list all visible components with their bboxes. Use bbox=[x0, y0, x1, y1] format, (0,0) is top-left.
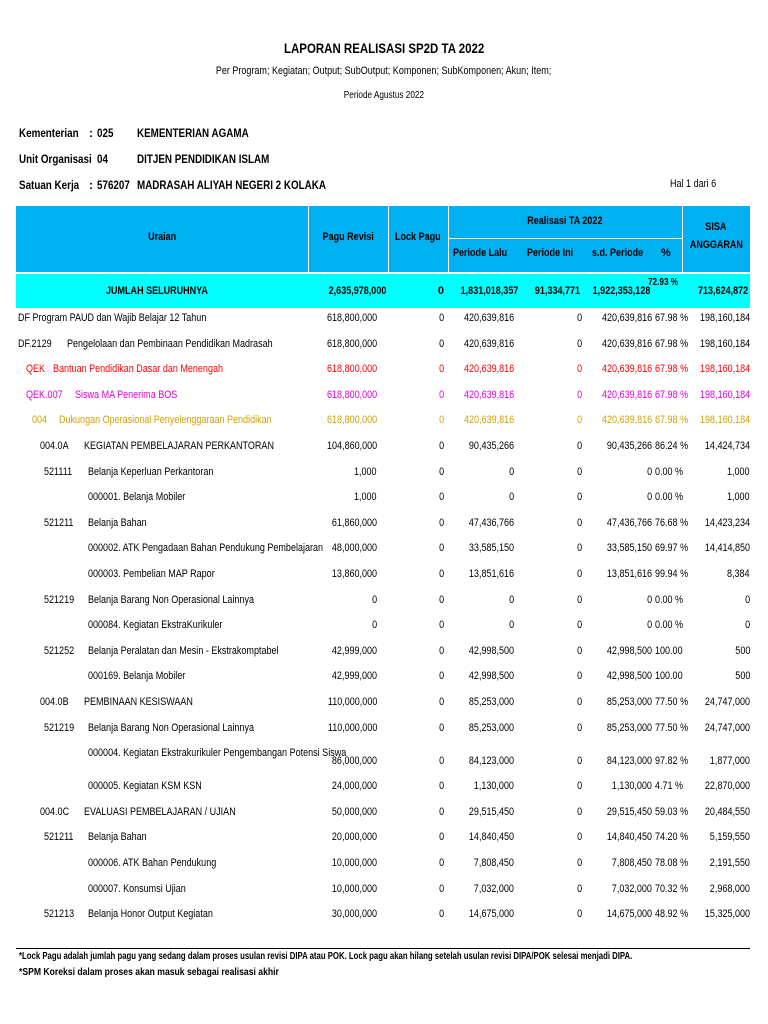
row-label: 000006. ATK Bahan Pendukung bbox=[88, 857, 217, 869]
row-pagu: 86,000,000 bbox=[331, 755, 377, 768]
row-label: 000084. Kegiatan EkstraKurikuler bbox=[88, 619, 223, 632]
row-pagu: 0 bbox=[371, 619, 377, 632]
table-row bbox=[0, 542, 768, 562]
row-sisa: 198,160,184 bbox=[699, 337, 750, 350]
row-periode-lalu: 84,123,000 bbox=[468, 755, 514, 768]
row-lock: 0 bbox=[438, 644, 444, 657]
row-code: 004 bbox=[32, 414, 48, 427]
row-sd-periode: 7,808,450 bbox=[611, 857, 652, 869]
total-label: JUMLAH SELURUHNYA bbox=[106, 285, 208, 297]
row-periode-ini: 0 bbox=[576, 337, 582, 350]
row-pagu: 20,000,000 bbox=[331, 831, 377, 844]
row-label: 000007. Konsumsi Ujian bbox=[88, 882, 186, 895]
row-lock: 0 bbox=[438, 491, 444, 504]
row-periode-ini: 0 bbox=[576, 780, 582, 793]
row-lock: 0 bbox=[438, 593, 444, 606]
row-sisa: 1,000 bbox=[727, 465, 750, 478]
total-sisa: 713,624,872 bbox=[697, 285, 748, 297]
header-lock: Lock Pagu bbox=[395, 231, 441, 243]
table-header bbox=[16, 206, 750, 272]
header-pagu: Pagu Revisi bbox=[322, 231, 374, 243]
row-label: Pengelolaan dan Pembinaan Pendidikan Madrasah bbox=[67, 337, 273, 350]
header-sisa: SISA bbox=[705, 221, 727, 233]
row-label: Belanja Bahan bbox=[87, 831, 147, 844]
row-periode-ini: 0 bbox=[576, 363, 582, 376]
row-pagu: 1,000 bbox=[354, 465, 377, 478]
row-periode-lalu: 420,639,816 bbox=[463, 363, 514, 376]
row-lock: 0 bbox=[438, 337, 444, 350]
row-periode-ini: 0 bbox=[576, 414, 582, 427]
row-pct: 0.00 % bbox=[655, 593, 684, 606]
table-row bbox=[0, 517, 768, 537]
row-sisa: 0 bbox=[744, 593, 750, 606]
row-pct: 100.00 bbox=[655, 644, 683, 657]
row-pct: 67.98 % bbox=[655, 363, 689, 376]
meta-label: Satuan Kerja bbox=[19, 178, 80, 192]
row-sd-periode: 0 bbox=[646, 491, 652, 504]
row-sd-periode: 1,130,000 bbox=[611, 780, 652, 793]
table-row bbox=[0, 883, 768, 903]
report-period: Periode Agustus 2022 bbox=[343, 90, 425, 101]
row-code: 521211 bbox=[44, 516, 74, 529]
row-periode-ini: 0 bbox=[576, 440, 582, 452]
meta-sep: : bbox=[89, 178, 93, 192]
row-periode-lalu: 85,253,000 bbox=[468, 696, 514, 708]
row-label: Belanja Honor Output Kegiatan bbox=[87, 908, 213, 921]
row-code: DF Program PAUD dan Wajib Belajar 12 Tahun bbox=[18, 312, 207, 324]
table-row bbox=[0, 670, 768, 690]
row-pct: 100.00 bbox=[655, 670, 683, 683]
row-pagu: 618,800,000 bbox=[326, 414, 377, 427]
row-label: 000001. Belanja Mobiler bbox=[88, 491, 186, 504]
header-periode-lalu: Periode Lalu bbox=[453, 247, 508, 259]
row-periode-lalu: 90,435,266 bbox=[468, 440, 514, 452]
row-code: 004.0A bbox=[40, 440, 69, 452]
table-row bbox=[0, 338, 768, 358]
meta-label: Unit Organisasi bbox=[19, 152, 92, 166]
row-label: Siswa MA Penerima BOS bbox=[75, 388, 178, 401]
row-sd-periode: 0 bbox=[646, 465, 652, 478]
row-sisa: 14,414,850 bbox=[704, 542, 750, 555]
row-sisa: 2,191,550 bbox=[709, 857, 750, 869]
total-sd: 1,922,353,128 bbox=[592, 285, 651, 297]
row-sisa: 198,160,184 bbox=[699, 388, 750, 401]
row-periode-lalu: 14,675,000 bbox=[468, 908, 514, 921]
table-row bbox=[0, 312, 768, 332]
row-sd-periode: 0 bbox=[646, 619, 652, 632]
row-periode-lalu: 0 bbox=[508, 465, 514, 478]
table-row bbox=[0, 466, 768, 486]
row-periode-lalu: 420,639,816 bbox=[463, 337, 514, 350]
row-label: Belanja Keperluan Perkantoran bbox=[87, 465, 213, 478]
header-sd-periode: s.d. Periode bbox=[592, 247, 644, 259]
row-pct: 59.03 % bbox=[655, 805, 689, 818]
row-periode-ini: 0 bbox=[576, 755, 582, 768]
row-lock: 0 bbox=[438, 857, 444, 869]
row-sd-periode: 33,585,150 bbox=[606, 542, 652, 555]
row-pagu: 110,000,000 bbox=[327, 721, 377, 734]
row-code: 004.0B bbox=[40, 696, 69, 708]
table-row bbox=[0, 619, 768, 639]
row-pct: 99.94 % bbox=[655, 568, 689, 580]
row-periode-lalu: 0 bbox=[508, 491, 514, 504]
row-sd-periode: 420,639,816 bbox=[601, 388, 652, 401]
row-label: 000004. Kegiatan Ekstrakurikuler Pengembangan Potensi Siswa bbox=[88, 747, 347, 760]
row-pct: 48.92 % bbox=[655, 908, 689, 921]
table-row bbox=[0, 594, 768, 614]
meta-code: 576207 bbox=[97, 178, 130, 192]
row-label: 000169. Belanja Mobiler bbox=[88, 670, 186, 683]
row-periode-lalu: 85,253,000 bbox=[468, 721, 514, 734]
row-code: 004.0C bbox=[40, 805, 70, 818]
row-lock: 0 bbox=[438, 908, 444, 921]
row-lock: 0 bbox=[438, 542, 444, 555]
row-label: Dukungan Operasional Penyelenggaraan Pendidikan bbox=[58, 414, 272, 427]
row-sisa: 500 bbox=[734, 670, 750, 683]
row-periode-ini: 0 bbox=[576, 644, 582, 657]
row-sisa: 14,424,734 bbox=[704, 440, 750, 452]
row-pagu: 50,000,000 bbox=[331, 805, 377, 818]
row-pagu: 110,000,000 bbox=[327, 696, 377, 708]
total-pagu: 2,635,978,000 bbox=[328, 285, 386, 297]
row-code: 521219 bbox=[44, 721, 75, 734]
meta-sep: : bbox=[89, 126, 93, 140]
header-pct: % bbox=[661, 247, 671, 259]
row-label: 000002. ATK Pengadaan Bahan Pendukung Pembelajaran bbox=[88, 542, 324, 555]
row-pct: 4.71 % bbox=[655, 780, 684, 793]
meta-code: 025 bbox=[97, 126, 114, 140]
row-periode-lalu: 7,808,450 bbox=[473, 857, 514, 869]
page-number: Hal 1 dari 6 bbox=[669, 178, 716, 190]
row-sisa: 1,000 bbox=[727, 491, 750, 504]
row-code: 521213 bbox=[44, 908, 75, 921]
row-sisa: 20,484,550 bbox=[704, 805, 750, 818]
row-sisa: 15,325,000 bbox=[704, 908, 750, 921]
row-code: QEK bbox=[26, 363, 46, 376]
row-code: 521219 bbox=[44, 593, 75, 606]
row-sd-periode: 14,675,000 bbox=[606, 908, 652, 921]
total-lock: 0 bbox=[437, 285, 444, 297]
meta-value: DITJEN PENDIDIKAN ISLAM bbox=[137, 152, 270, 166]
row-pct: 97.82 % bbox=[655, 755, 689, 768]
row-pagu: 24,000,000 bbox=[331, 780, 377, 793]
row-pagu: 618,800,000 bbox=[326, 388, 377, 401]
row-sisa: 24,747,000 bbox=[704, 721, 750, 734]
row-lock: 0 bbox=[438, 882, 444, 895]
row-lock: 0 bbox=[438, 619, 444, 632]
row-lock: 0 bbox=[438, 363, 444, 376]
row-pct: 67.98 % bbox=[655, 414, 689, 427]
row-sd-periode: 29,515,450 bbox=[606, 805, 652, 818]
row-periode-ini: 0 bbox=[576, 312, 582, 324]
row-periode-lalu: 1,130,000 bbox=[473, 780, 514, 793]
row-lock: 0 bbox=[438, 755, 444, 768]
row-periode-lalu: 13,851,616 bbox=[468, 568, 514, 580]
row-sd-periode: 85,253,000 bbox=[606, 696, 652, 708]
row-label: Belanja Bahan bbox=[87, 516, 147, 529]
total-pct: 72.93 % bbox=[648, 277, 679, 288]
row-pagu: 104,860,000 bbox=[326, 440, 377, 452]
row-sisa: 500 bbox=[734, 644, 750, 657]
row-lock: 0 bbox=[438, 465, 444, 478]
meta-label: Kementerian bbox=[19, 126, 79, 140]
meta-value: KEMENTERIAN AGAMA bbox=[137, 126, 249, 140]
row-pct: 74.20 % bbox=[655, 831, 689, 844]
row-sd-periode: 84,123,000 bbox=[606, 755, 652, 768]
row-pagu: 618,800,000 bbox=[326, 337, 377, 350]
row-sisa: 24,747,000 bbox=[704, 696, 750, 708]
row-code: 521252 bbox=[44, 644, 75, 657]
row-code: 521111 bbox=[44, 465, 73, 478]
report-subtitle: Per Program; Kegiatan; Output; SubOutput; Komponen; SubKomponen; Akun; Item; bbox=[216, 65, 552, 77]
table-row bbox=[0, 414, 768, 434]
row-code: DF.2129 bbox=[18, 337, 52, 350]
row-pagu: 13,860,000 bbox=[331, 568, 377, 580]
row-periode-ini: 0 bbox=[576, 670, 582, 683]
row-periode-ini: 0 bbox=[576, 516, 582, 529]
row-periode-ini: 0 bbox=[576, 696, 582, 708]
row-lock: 0 bbox=[438, 780, 444, 793]
row-periode-lalu: 42,998,500 bbox=[468, 670, 514, 683]
header-anggaran: ANGGARAN bbox=[689, 239, 743, 251]
row-periode-ini: 0 bbox=[576, 619, 582, 632]
table-row bbox=[0, 908, 768, 928]
table-row bbox=[0, 440, 768, 460]
footer-divider bbox=[16, 948, 750, 949]
meta-code: 04 bbox=[97, 152, 108, 166]
row-periode-lalu: 420,639,816 bbox=[463, 312, 514, 324]
row-periode-lalu: 7,032,000 bbox=[473, 882, 514, 895]
row-lock: 0 bbox=[438, 440, 444, 452]
row-label: KEGIATAN PEMBELAJARAN PERKANTORAN bbox=[83, 440, 274, 452]
table-row bbox=[0, 568, 768, 588]
row-label: 000005. Kegiatan KSM KSN bbox=[88, 780, 202, 793]
row-periode-ini: 0 bbox=[576, 465, 582, 478]
row-pct: 0.00 % bbox=[655, 491, 684, 504]
row-periode-ini: 0 bbox=[576, 908, 582, 921]
row-label: Belanja Barang Non Operasional Lainnya bbox=[87, 593, 254, 606]
row-pagu: 48,000,000 bbox=[331, 542, 377, 555]
row-pagu: 42,999,000 bbox=[331, 644, 377, 657]
table-row bbox=[0, 747, 768, 767]
row-sd-periode: 7,032,000 bbox=[611, 882, 652, 895]
table-row bbox=[0, 722, 768, 742]
row-pagu: 30,000,000 bbox=[331, 908, 377, 921]
footnote-spm-koreksi: *SPM Koreksi dalam proses akan masuk sebagai realisasi akhir bbox=[19, 966, 279, 978]
footnote-lock-pagu: *Lock Pagu adalah jumlah pagu yang sedang dalam proses usulan revisi DIPA atau POK. Lock pagu akan hilang setelah usulan revisi DIPA/POK selesai menjadi DIPA. bbox=[19, 950, 633, 962]
row-pct: 0.00 % bbox=[655, 619, 684, 632]
row-sd-periode: 420,639,816 bbox=[601, 337, 652, 350]
table-row bbox=[0, 491, 768, 511]
row-sd-periode: 420,639,816 bbox=[601, 363, 652, 376]
row-pct: 0.00 % bbox=[655, 465, 684, 478]
row-periode-ini: 0 bbox=[576, 568, 582, 580]
row-sd-periode: 90,435,266 bbox=[606, 440, 652, 452]
row-pagu: 61,860,000 bbox=[331, 516, 377, 529]
row-periode-ini: 0 bbox=[576, 388, 582, 401]
row-periode-ini: 0 bbox=[576, 857, 582, 869]
row-sd-periode: 42,998,500 bbox=[606, 670, 652, 683]
row-pct: 77.50 % bbox=[655, 696, 689, 708]
total-lalu: 1,831,018,357 bbox=[460, 285, 519, 297]
row-pct: 69.97 % bbox=[655, 542, 689, 555]
row-periode-lalu: 42,998,500 bbox=[468, 644, 514, 657]
header-periode-ini: Periode Ini bbox=[527, 247, 574, 259]
row-pagu: 618,800,000 bbox=[326, 363, 377, 376]
row-label: EVALUASI PEMBELAJARAN / UJIAN bbox=[83, 805, 236, 818]
row-periode-ini: 0 bbox=[576, 831, 582, 844]
row-sd-periode: 85,253,000 bbox=[606, 721, 652, 734]
row-pagu: 10,000,000 bbox=[331, 882, 377, 895]
table-row bbox=[0, 696, 768, 716]
row-periode-ini: 0 bbox=[576, 593, 582, 606]
row-label: Bantuan Pendidikan Dasar dan Menengah bbox=[52, 363, 223, 376]
row-label: 000003. Pembelian MAP Rapor bbox=[88, 568, 215, 580]
row-lock: 0 bbox=[438, 721, 444, 734]
row-pagu: 618,800,000 bbox=[326, 312, 377, 324]
row-sd-periode: 420,639,816 bbox=[601, 414, 652, 427]
row-periode-lalu: 29,515,450 bbox=[468, 805, 514, 818]
row-sisa: 198,160,184 bbox=[699, 414, 750, 427]
row-lock: 0 bbox=[438, 312, 444, 324]
row-lock: 0 bbox=[438, 696, 444, 708]
row-periode-lalu: 0 bbox=[508, 593, 514, 606]
row-label: Belanja Peralatan dan Mesin - Ekstrakomptabel bbox=[87, 644, 279, 657]
row-pct: 67.98 % bbox=[655, 312, 689, 324]
row-periode-lalu: 0 bbox=[508, 619, 514, 632]
row-sd-periode: 47,436,766 bbox=[606, 516, 652, 529]
table-row bbox=[0, 857, 768, 877]
row-periode-lalu: 420,639,816 bbox=[463, 388, 514, 401]
row-periode-ini: 0 bbox=[576, 491, 582, 504]
table-row bbox=[0, 806, 768, 826]
report-title: LAPORAN REALISASI SP2D TA 2022 bbox=[283, 40, 485, 56]
row-sisa: 0 bbox=[744, 619, 750, 632]
row-label: Belanja Barang Non Operasional Lainnya bbox=[87, 721, 254, 734]
row-pagu: 42,999,000 bbox=[331, 670, 377, 683]
row-label: PEMBINAAN KESISWAAN bbox=[83, 696, 193, 708]
total-ini: 91,334,771 bbox=[534, 285, 580, 297]
row-sisa: 5,159,550 bbox=[709, 831, 750, 844]
row-lock: 0 bbox=[438, 414, 444, 427]
row-periode-ini: 0 bbox=[576, 882, 582, 895]
row-periode-lalu: 47,436,766 bbox=[468, 516, 514, 529]
row-sd-periode: 14,840,450 bbox=[606, 831, 652, 844]
row-pct: 78.08 % bbox=[655, 857, 689, 869]
row-periode-ini: 0 bbox=[576, 542, 582, 555]
row-lock: 0 bbox=[438, 831, 444, 844]
row-code: 521211 bbox=[44, 831, 74, 844]
row-pct: 67.98 % bbox=[655, 388, 689, 401]
table-row bbox=[0, 363, 768, 383]
row-pct: 76.68 % bbox=[655, 516, 689, 529]
row-sd-periode: 13,851,616 bbox=[606, 568, 652, 580]
row-lock: 0 bbox=[438, 568, 444, 580]
row-pagu: 10,000,000 bbox=[331, 857, 377, 869]
row-lock: 0 bbox=[438, 516, 444, 529]
table-row bbox=[0, 780, 768, 800]
meta-value: MADRASAH ALIYAH NEGERI 2 KOLAKA bbox=[137, 178, 326, 192]
row-periode-lalu: 420,639,816 bbox=[463, 414, 514, 427]
table-row bbox=[0, 831, 768, 851]
row-sisa: 198,160,184 bbox=[699, 312, 750, 324]
row-periode-ini: 0 bbox=[576, 721, 582, 734]
row-sisa: 22,870,000 bbox=[704, 780, 750, 793]
row-lock: 0 bbox=[438, 670, 444, 683]
row-periode-ini: 0 bbox=[576, 805, 582, 818]
total-row bbox=[16, 274, 750, 308]
row-pct: 86.24 % bbox=[655, 440, 689, 452]
row-sisa: 2,968,000 bbox=[709, 882, 750, 895]
row-pagu: 0 bbox=[371, 593, 377, 606]
header-uraian: Uraian bbox=[147, 231, 177, 243]
row-sisa: 1,877,000 bbox=[709, 755, 750, 768]
row-sisa: 8,384 bbox=[727, 568, 750, 580]
row-sisa: 14,423,234 bbox=[704, 516, 750, 529]
row-lock: 0 bbox=[438, 805, 444, 818]
row-sd-periode: 0 bbox=[646, 593, 652, 606]
row-sd-periode: 42,998,500 bbox=[606, 644, 652, 657]
row-pct: 67.98 % bbox=[655, 337, 689, 350]
row-code: QEK.007 bbox=[26, 388, 63, 401]
row-periode-lalu: 33,585,150 bbox=[468, 542, 514, 555]
row-pagu: 1,000 bbox=[354, 491, 377, 504]
row-lock: 0 bbox=[438, 388, 444, 401]
header-realisasi: Realisasi TA 2022 bbox=[527, 215, 603, 227]
row-pct: 77.50 % bbox=[655, 721, 689, 734]
row-periode-lalu: 14,840,450 bbox=[468, 831, 514, 844]
table-row bbox=[0, 389, 768, 409]
row-sisa: 198,160,184 bbox=[699, 363, 750, 376]
row-sd-periode: 420,639,816 bbox=[601, 312, 652, 324]
table-row bbox=[0, 645, 768, 665]
row-pct: 70.32 % bbox=[655, 882, 689, 895]
